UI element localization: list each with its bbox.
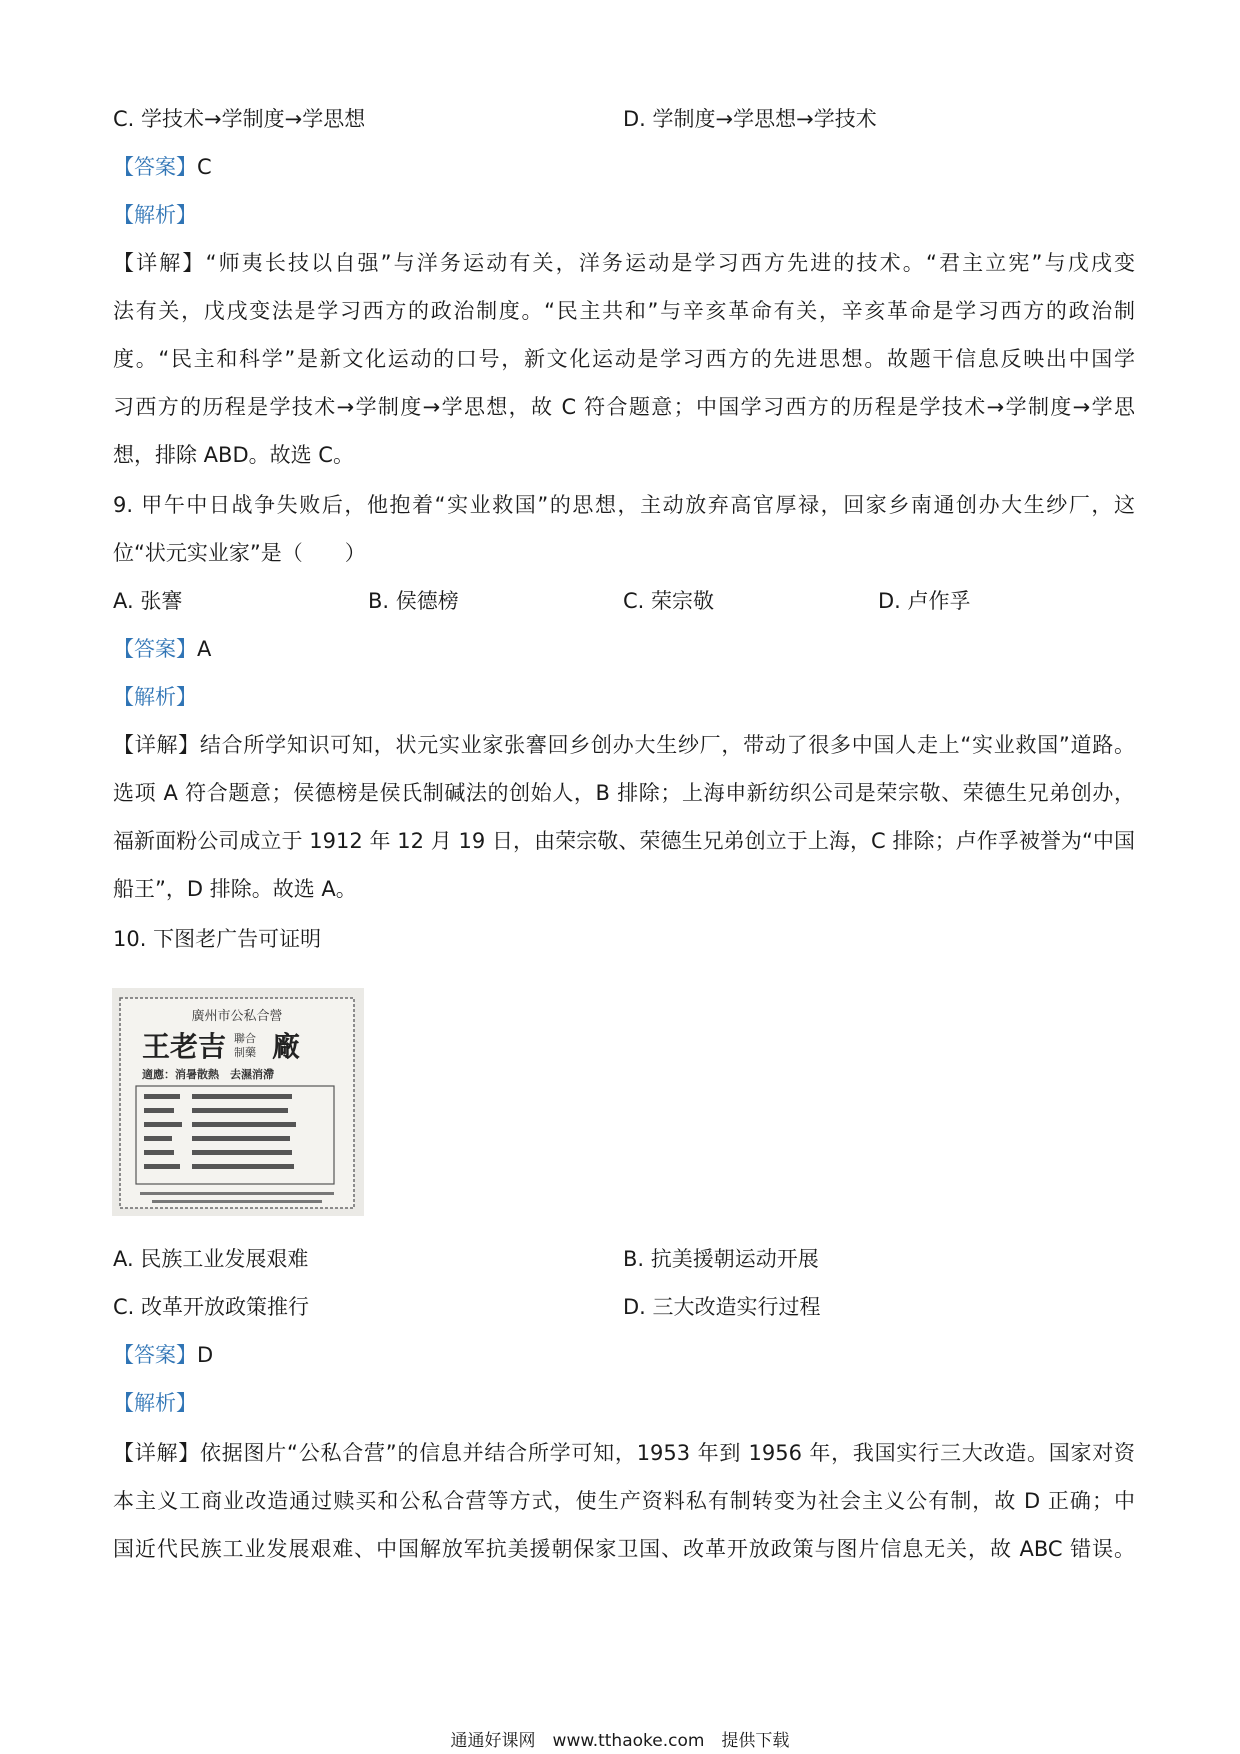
q8-option-c: C. 学技术→学制度→学思想 [113, 107, 366, 131]
ad-brand-text: 王老吉 [142, 1030, 227, 1063]
q10-option-a: A. 民族工业发展艰难 [113, 1247, 309, 1271]
ad-header-text: 廣州市公私合營 [191, 1009, 283, 1024]
q8-detail-line: 习西方的历程是学技术→学制度→学思想，故 C 符合题意；中国学习西方的历程是学技术→学制度→学思 [113, 395, 1135, 419]
ad-brand-suffix: 廠 [272, 1030, 301, 1063]
q9-detail-line: 选项 A 符合题意；侯德榜是侯氏制碱法的创始人，B 排除；上海申新纺织公司是荣宗敬、荣德生兄弟创办， [113, 781, 1135, 805]
q8-detail-line: 度。“民主和科学”是新文化运动的口号，新文化运动是学习西方的先进思想。故题干信息反映出中国学 [113, 347, 1135, 371]
q10-detail-line [113, 1438, 1135, 1468]
q8-analysis-row [113, 200, 197, 230]
answer-value: A [197, 637, 212, 661]
detail-tag: 【详解】 [113, 251, 206, 275]
q10-option-b: B. 抗美援朝运动开展 [623, 1247, 819, 1271]
answer-tag: 【答案】 [113, 1343, 197, 1367]
answer-value: C [197, 155, 212, 179]
ad-usage-text: 適應：消暑散熱 去濕消滯 [142, 1068, 274, 1081]
q9-detail-line: 福新面粉公司成立于 1912 年 12 月 19 日，由荣宗敬、荣德生兄弟创立于上海，C 排除；卢作孚被誉为“中国 [113, 829, 1135, 853]
detail-tag: 【详解】 [113, 733, 200, 757]
detail-text: “师夷长技以自强”与洋务运动有关，洋务运动是学习西方先进的技术。“君主立宪”与戊戌变 [205, 251, 1136, 275]
q9-detail-line [113, 730, 1135, 760]
detail-text: 依据图片“公私合营”的信息并结合所学可知，1953 年到 1956 年，我国实行三大改造。国家对资 [200, 1441, 1135, 1465]
analysis-tag: 【解析】 [113, 1391, 197, 1415]
detail-tag: 【详解】 [113, 1441, 201, 1465]
q9-stem-line: 9. 甲午中日战争失败后，他抱着“实业救国”的思想，主动放弃高官厚禄，回家乡南通创办大生纱厂，这 [113, 493, 1135, 517]
page-footer: 通通好课网 www.tthaoke.com 提供下载 [450, 1731, 790, 1751]
q9-option-c: C. 荣宗敬 [623, 589, 715, 613]
q8-detail-line: 法有关，戊戌变法是学习西方的政治制度。“民主共和”与辛亥革命有关，辛亥革命是学习西方的政治制 [113, 299, 1135, 323]
q10-option-d: D. 三大改造实行过程 [623, 1295, 821, 1319]
answer-tag: 【答案】 [113, 155, 197, 179]
q9-analysis-row [113, 682, 197, 712]
q9-option-d: D. 卢作孚 [878, 589, 971, 613]
answer-tag: 【答案】 [113, 637, 197, 661]
q10-detail-line: 国近代民族工业发展艰难、中国解放军抗美援朝保家卫国、改革开放政策与图片信息无关，故 ABC 错误。 [113, 1537, 1135, 1561]
q9-stem-line: 位“状元实业家”是（ ） [113, 541, 366, 565]
q8-detail-line [113, 248, 1135, 278]
q9-option-b: B. 侯德榜 [368, 589, 459, 613]
advertisement-illustration [112, 988, 364, 1216]
q10-stem: 10. 下图老广告可证明 [113, 927, 322, 951]
detail-text: 结合所学知识可知，状元实业家张謇回乡创办大生纱厂，带动了很多中国人走上“实业救国”道路。 [199, 733, 1135, 757]
old-advertisement-image [112, 988, 364, 1216]
q8-detail-line: 想，排除 ABD。故选 C。 [113, 443, 354, 467]
q9-detail-line: 船王”，D 排除。故选 A。 [113, 877, 357, 901]
q9-option-a: A. 张謇 [113, 589, 183, 613]
q8-option-d: D. 学制度→学思想→学技术 [623, 107, 877, 131]
q10-answer-row [113, 1340, 213, 1370]
q10-analysis-row [113, 1388, 197, 1418]
q9-answer-row [113, 634, 211, 664]
answer-value: D [197, 1343, 214, 1367]
q8-answer-row [113, 152, 212, 182]
ad-brand-sub-top: 聯合 [234, 1032, 256, 1045]
q10-option-c: C. 改革开放政策推行 [113, 1295, 310, 1319]
ad-brand-sub-bottom: 制藥 [234, 1046, 256, 1059]
analysis-tag: 【解析】 [113, 685, 197, 709]
q10-detail-line: 本主义工商业改造通过赎买和公私合营等方式，使生产资料私有制转变为社会主义公有制，故 D 正确；中 [113, 1489, 1135, 1513]
analysis-tag: 【解析】 [113, 203, 197, 227]
